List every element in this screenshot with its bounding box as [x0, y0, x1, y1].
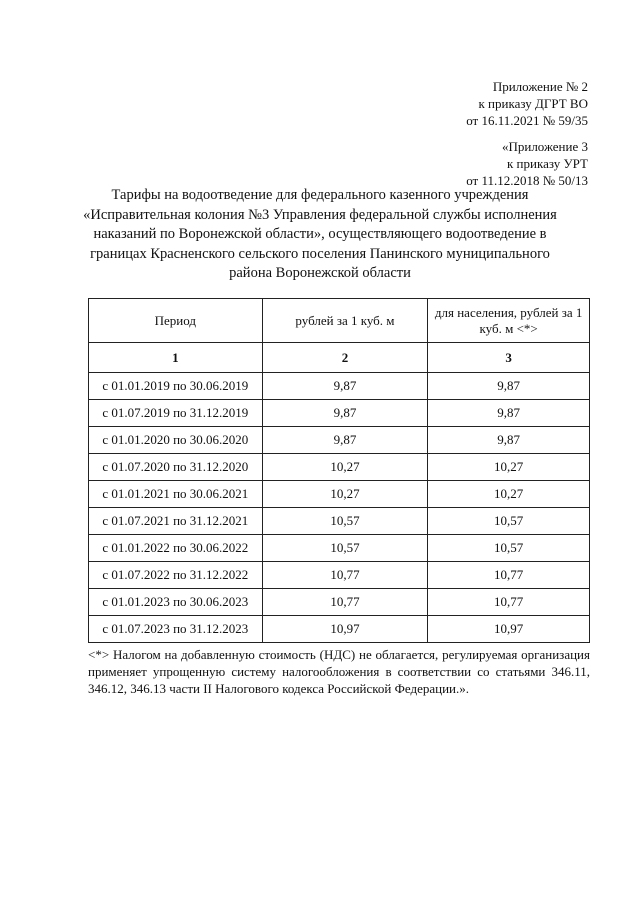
- table-row: [89, 481, 590, 508]
- table-row: [89, 373, 590, 400]
- table-row: [89, 562, 590, 589]
- document-title: [70, 186, 570, 284]
- population-rate-cell: 10,27: [428, 454, 590, 481]
- vat-footnote: <*> Налогом на добавленную стоимость (НДС) не облагается, регулируемая организация применяет упрощенную систему налогообложения в соответствии со статьями 346.11, 346.12, 346.13 части II Налогового кодекса Российской Федерации.».: [88, 647, 590, 696]
- appendix-header-line: «Приложение 3: [501, 139, 588, 154]
- column-number: 2: [262, 343, 428, 373]
- appendix-header-line: от 11.12.2018 № 50/13: [466, 173, 588, 188]
- population-rate-cell: 9,87: [428, 373, 590, 400]
- population-rate-cell: 10,97: [428, 616, 590, 643]
- population-rate-cell: 10,77: [428, 589, 590, 616]
- period-cell: с 01.01.2023 по 30.06.2023: [89, 589, 263, 616]
- table-row: [89, 454, 590, 481]
- column-number: 3: [428, 343, 590, 373]
- rate-cell: 9,87: [262, 400, 428, 427]
- column-number-row: [89, 343, 590, 373]
- header-period: Период: [89, 299, 263, 343]
- period-cell: с 01.07.2019 по 31.12.2019: [89, 400, 263, 427]
- header-population-rate: для населения, рублей за 1 куб. м <*>: [428, 299, 590, 343]
- title-line: границах Красненского сельского поселения Панинского муниципального: [90, 245, 550, 262]
- appendix-header-line: к приказу УРТ: [506, 156, 588, 171]
- rate-cell: 9,87: [262, 373, 428, 400]
- rate-cell: 10,57: [262, 535, 428, 562]
- population-rate-cell: 10,27: [428, 481, 590, 508]
- table-row: [89, 427, 590, 454]
- rate-cell: 10,77: [262, 562, 428, 589]
- table-row: [89, 400, 590, 427]
- table-header-row: [89, 299, 590, 343]
- title-line: Тарифы на водоотведение для федерального казенного учреждения: [111, 187, 529, 203]
- table-row: [89, 616, 590, 643]
- period-cell: с 01.07.2022 по 31.12.2022: [89, 562, 263, 589]
- population-rate-cell: 10,77: [428, 562, 590, 589]
- table-row: [89, 589, 590, 616]
- appendix-header-line: к приказу ДГРТ ВО: [478, 96, 588, 111]
- previous-appendix-header: [466, 138, 588, 189]
- column-number: 1: [89, 343, 263, 373]
- period-cell: с 01.07.2020 по 31.12.2020: [89, 454, 263, 481]
- rate-cell: 10,97: [262, 616, 428, 643]
- title-line: наказаний по Воронежской области», осуществляющего водоотведение в: [93, 226, 547, 242]
- table-row: [89, 508, 590, 535]
- population-rate-cell: 9,87: [428, 427, 590, 454]
- rate-cell: 10,57: [262, 508, 428, 535]
- rate-cell: 10,77: [262, 589, 428, 616]
- rate-cell: 9,87: [262, 427, 428, 454]
- appendix-header: [466, 78, 588, 129]
- rate-cell: 10,27: [262, 481, 428, 508]
- population-rate-cell: 10,57: [428, 508, 590, 535]
- period-cell: с 01.07.2021 по 31.12.2021: [89, 508, 263, 535]
- period-cell: с 01.07.2023 по 31.12.2023: [89, 616, 263, 643]
- population-rate-cell: 10,57: [428, 535, 590, 562]
- rate-cell: 10,27: [262, 454, 428, 481]
- appendix-header-line: от 16.11.2021 № 59/35: [466, 113, 588, 128]
- title-line: района Воронежской области: [229, 265, 411, 281]
- period-cell: с 01.01.2022 по 30.06.2022: [89, 535, 263, 562]
- header-rate: рублей за 1 куб. м: [262, 299, 428, 343]
- appendix-header-line: Приложение № 2: [492, 79, 588, 94]
- period-cell: с 01.01.2021 по 30.06.2021: [89, 481, 263, 508]
- title-line: «Исправительная колония №3 Управления федеральной службы исполнения: [83, 206, 557, 223]
- period-cell: с 01.01.2019 по 30.06.2019: [89, 373, 263, 400]
- population-rate-cell: 9,87: [428, 400, 590, 427]
- period-cell: с 01.01.2020 по 30.06.2020: [89, 427, 263, 454]
- table-row: [89, 535, 590, 562]
- tariff-table: [88, 298, 590, 643]
